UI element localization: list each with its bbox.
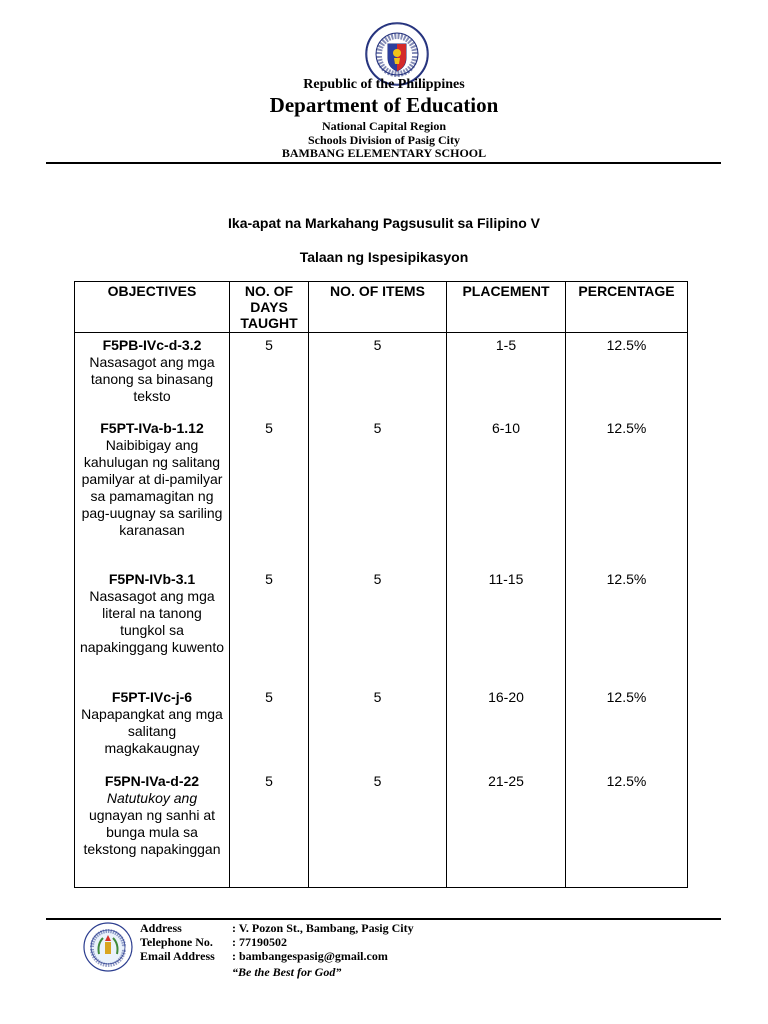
- objective-cell: [75, 416, 230, 567]
- division-heading: Schools Division of Pasig City: [307, 133, 460, 147]
- placement-cell: 11-15: [447, 567, 566, 685]
- placement-cell: 21-25: [447, 769, 566, 888]
- table-row: [75, 416, 688, 567]
- percentage-cell: 12.5%: [566, 416, 688, 567]
- school-logo: [83, 922, 133, 972]
- department-heading: Department of Education: [269, 93, 499, 117]
- objective-cell: [75, 333, 230, 416]
- objective-description: Nasasagot ang mga tanong sa binasang teksto: [89, 354, 215, 404]
- republic-heading: Republic of the Philippines: [303, 77, 465, 92]
- document-title: Ika-apat na Markahang Pagsusulit sa Filipino V: [228, 215, 540, 231]
- objective-description: Napapangkat ang mga salitang magkakaugnay: [81, 705, 223, 756]
- placement-cell: 1-5: [447, 333, 566, 416]
- objective-code: F5PT-IVa-b-1.12: [100, 419, 204, 436]
- days-cell: 5: [230, 685, 309, 769]
- email-label: Email Address: [140, 949, 215, 963]
- email-value: : bambangespasig@gmail.com: [232, 949, 388, 963]
- objective-description: Naibibigay ang kahulugan ng salitang pamilyar at di-pamilyar sa pamamagitan ng pag-uugnay sa sariling karanasan: [81, 436, 223, 538]
- header-days-taught: NO. OF DAYS TAUGHT: [230, 282, 309, 333]
- items-cell: 5: [309, 333, 447, 416]
- header-divider: [46, 162, 721, 164]
- placement-cell: 6-10: [447, 416, 566, 567]
- telephone-value: : 77190502: [232, 935, 287, 949]
- table-row: [75, 567, 688, 685]
- objective-code: F5PT-IVc-j-6: [111, 688, 193, 705]
- objective-description: Nasasagot ang mga literal na tanong tungkol sa napakinggang kuwento: [79, 587, 224, 655]
- percentage-cell: 12.5%: [566, 333, 688, 416]
- items-cell: 5: [309, 685, 447, 769]
- percentage-cell: 12.5%: [566, 769, 688, 888]
- objective-description-rest: ugnayan ng sanhi at bunga mula sa tekstong napakinggan: [83, 806, 221, 857]
- specification-table: [74, 281, 688, 888]
- objective-cell: [75, 567, 230, 685]
- objective-description: [79, 790, 225, 858]
- days-cell: 5: [230, 567, 309, 685]
- header-items: NO. OF ITEMS: [309, 282, 447, 333]
- school-heading: BAMBANG ELEMENTARY SCHOOL: [281, 146, 487, 160]
- telephone-label: Telephone No.: [140, 935, 213, 949]
- objective-cell: [75, 685, 230, 769]
- items-cell: 5: [309, 567, 447, 685]
- objective-code: F5PN-IVa-d-22: [104, 772, 200, 789]
- items-cell: 5: [309, 769, 447, 888]
- placement-cell: 16-20: [447, 685, 566, 769]
- address-label: Address: [140, 921, 182, 935]
- school-motto: “Be the Best for God”: [232, 965, 342, 979]
- days-cell: 5: [230, 769, 309, 888]
- objective-description-italic: Natutukoy ang: [106, 789, 198, 806]
- objective-cell: [75, 769, 230, 888]
- table-row: [75, 769, 688, 888]
- region-heading: National Capital Region: [321, 119, 446, 133]
- days-cell: 5: [230, 416, 309, 567]
- objective-code: F5PN-IVb-3.1: [108, 570, 196, 587]
- table-row: [75, 333, 688, 416]
- footer-divider: [46, 918, 721, 920]
- percentage-cell: 12.5%: [566, 685, 688, 769]
- days-cell: 5: [230, 333, 309, 416]
- table-header-row: [75, 282, 688, 333]
- header-percentage: PERCENTAGE: [566, 282, 688, 333]
- address-value: : V. Pozon St., Bambang, Pasig City: [232, 921, 414, 935]
- percentage-cell: 12.5%: [566, 567, 688, 685]
- items-cell: 5: [309, 416, 447, 567]
- table-row: [75, 685, 688, 769]
- document-subtitle: Talaan ng Ispesipikasyon: [299, 249, 469, 265]
- header-objectives: OBJECTIVES: [75, 282, 230, 333]
- header-placement: PLACEMENT: [447, 282, 566, 333]
- objective-code: F5PB-IVc-d-3.2: [102, 337, 202, 353]
